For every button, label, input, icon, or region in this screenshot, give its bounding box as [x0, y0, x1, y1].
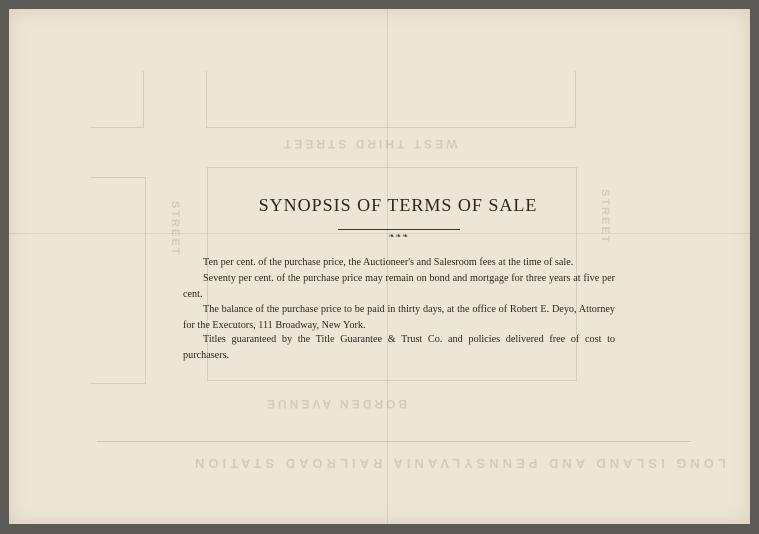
- terms-paragraph-4: [183, 332, 615, 363]
- document-sheet: [9, 9, 750, 524]
- terms-paragraph-3: [183, 302, 615, 333]
- ghost-block-top-left: [91, 71, 144, 128]
- page-title: SYNOPSIS OF TERMS OF SALE: [258, 195, 538, 215]
- terms-text-1: Ten per cent. of the purchase price, the Auctioneer's and Salesroom fees at the time of sale.: [203, 257, 574, 268]
- terms-text-2: Seventy per cent. of the purchase price may remain on bond and mortgage for three years at five per cent.: [183, 273, 615, 300]
- ghost-street-left: STREET: [169, 201, 181, 257]
- ghost-street-right: STREET: [599, 189, 611, 245]
- ornament-glyphs: ❧❧❧: [388, 232, 410, 240]
- terms-text-4: Titles guaranteed by the Title Guarantee & Trust Co. and policies delivered free of cost to purchasers.: [183, 334, 615, 361]
- title-rule: [338, 229, 460, 230]
- terms-paragraph-1: [183, 255, 615, 271]
- terms-text-3: The balance of the purchase price to be paid in thirty days, at the office of Robert E. Deyo, Attorney for the Executors, 111 Broadway, New York.: [183, 304, 615, 331]
- ghost-street-top: WEST THIRD STREET: [281, 137, 458, 151]
- ghost-railroad-line: [97, 441, 691, 442]
- ghost-railroad: LONG ISLAND AND PENNSYLVANIA RAILROAD STATION: [191, 456, 726, 471]
- terms-paragraph-2: [183, 271, 615, 302]
- ghost-block-left: [91, 177, 146, 384]
- ghost-avenue: BORDEN AVENUE: [264, 397, 408, 411]
- ghost-block-top: [206, 71, 576, 128]
